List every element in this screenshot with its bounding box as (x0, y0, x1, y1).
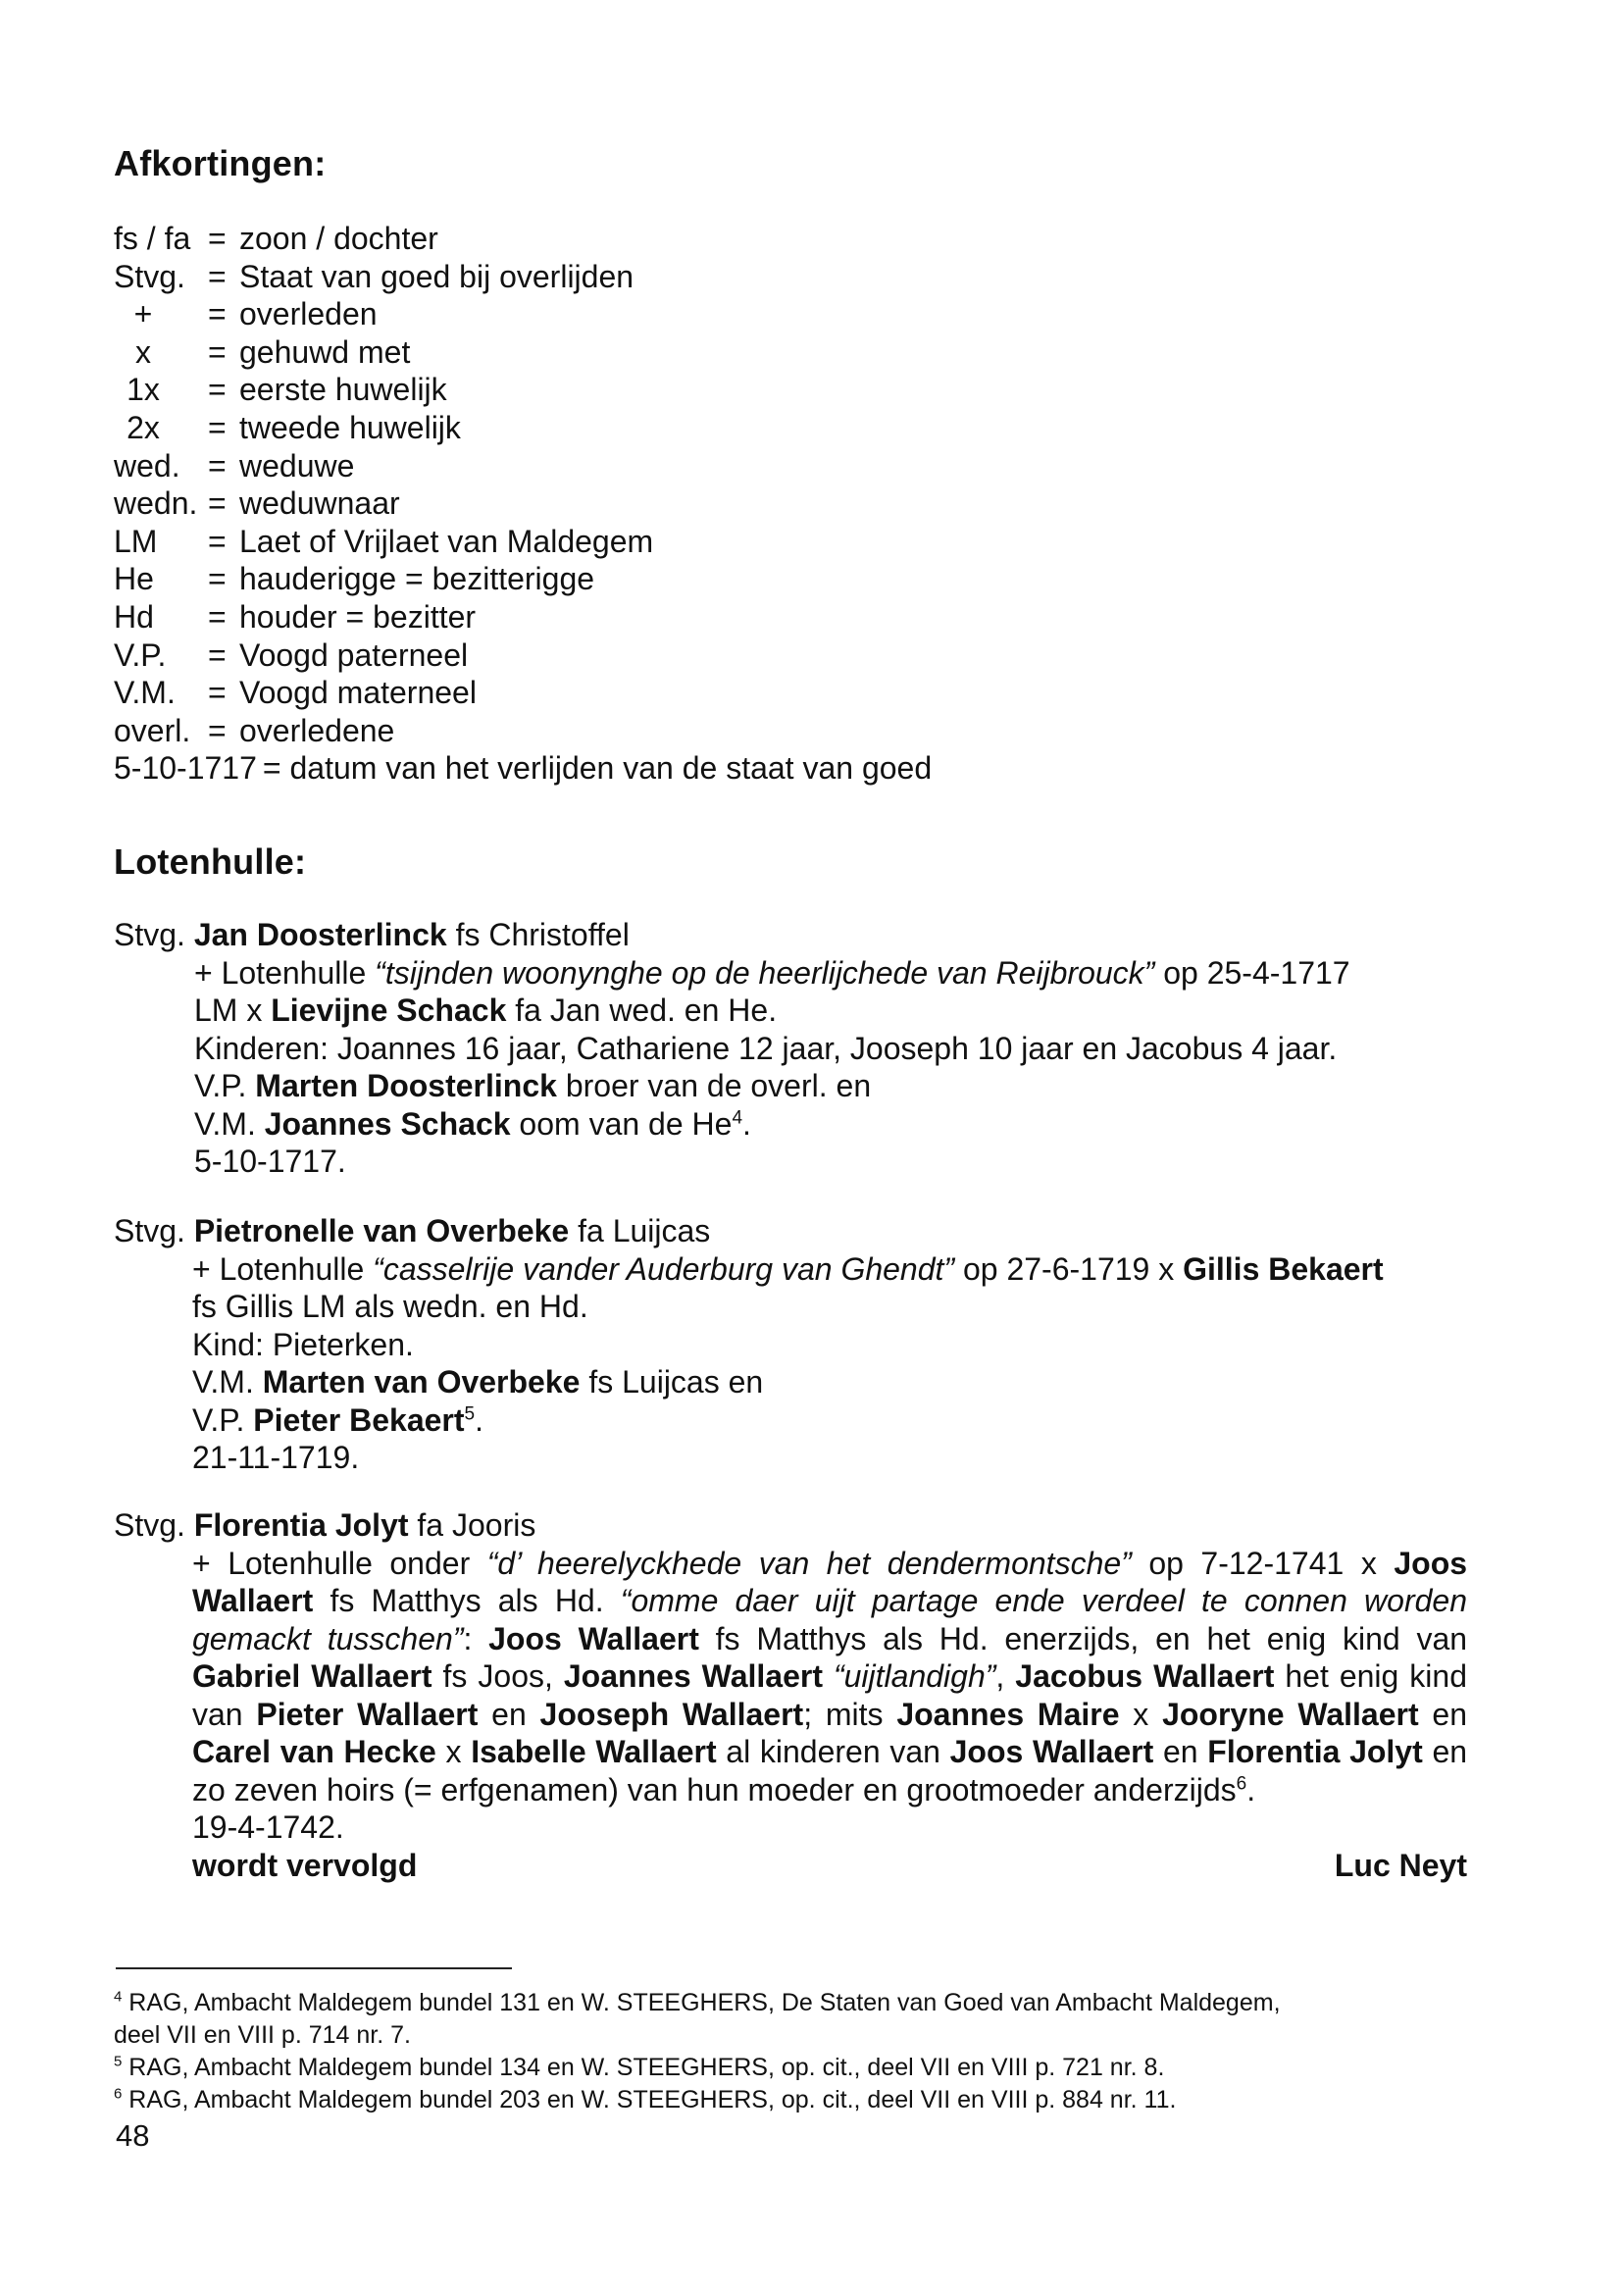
footnote: $^6$ RAG, Ambacht Maldegem bundel 203 en W. STEEGHERS, op. cit., deel VII en VIII p. 884 nr. 11. (114, 2085, 1177, 2113)
abbr-key: 2x (127, 409, 160, 445)
author-name: Luc Neyt (1334, 1847, 1467, 1883)
abbreviation-row: He = hauderigge = bezitterigge (114, 561, 595, 597)
abbreviation-row: Stvg. = Staat van goed bij overlijden (114, 258, 634, 294)
entry-body: + Lotenhulle “casselrije vander Auderburg van Ghendt” op 27-6-1719 x Gillis Bekaert fs Gillis LM als wedn. en Hd. Kind: Pieterken. V.M. Marten van Overbeke fs Luijcas en V.P. Pieter Bekaert$^5$. 21-11-1719. (192, 1250, 1467, 1477)
abbreviation-row: x = gehuwd met (114, 333, 932, 372)
abbr-value: Staat van goed bij overlijden (239, 258, 634, 294)
abbr-key: LM (114, 523, 158, 559)
abbr-value: eerste huwelijk (239, 372, 447, 408)
abbr-key: Stvg. (114, 258, 185, 294)
abbreviation-row: V.M. = Voogd materneel (114, 675, 477, 711)
abbr-value: weduwnaar (239, 485, 400, 522)
footnote-divider (116, 1967, 512, 1969)
person-name: Lievijne Schack (271, 993, 507, 1028)
abbr-key: He (114, 561, 154, 597)
footnotes (114, 1987, 1487, 2116)
person-name: Marten Doosterlinck (255, 1068, 557, 1103)
abbr-key: + (133, 296, 153, 332)
person-name: Gillis Bekaert (1183, 1250, 1384, 1287)
footnote-ref: 4 (732, 1106, 743, 1128)
abbr-value: overleden (239, 296, 378, 332)
person-name: Pietronelle van Overbeke (193, 1213, 570, 1248)
entry-paragraph: + Lotenhulle onder “d’ heerelyckhede van het dendermontsche” op 7-12-1741 x Joos Wallaert fs Matthys als Hd. “omme daer uijt partage ende verdeel te connen worden gemackt tusschen”: Joos Wallaert fs Matthys als Hd. enerzijds, en het enig kind van Gabriel Wallaert fs Joos, Joannes Wallaert “uijtlandigh”, Jacobus Wallaert het enig kind van Pieter Wallaert en Jooseph Wallaert; mits Joannes Maire x Jooryne Wallaert en Carel van Hecke x Isabelle Wallaert al kinderen van Joos Wallaert en Florentia Jolyt en zo zeven hoirs (= erfgenamen) van hun moeder en grootmoeder anderzijds$^6$. (192, 1545, 1468, 1807)
abbreviation-row: 2x = tweede huwelijk (114, 409, 932, 447)
abbreviation-row: LM = Laet of Vrijlaet van Maldegem (114, 523, 654, 559)
person-name: Joannes Schack (264, 1105, 511, 1142)
abbreviation-list (114, 220, 932, 788)
abbr-key: 1x (127, 372, 160, 408)
abbr-key: V.P. (114, 636, 167, 673)
abbr-key: wed. (114, 447, 180, 484)
abbr-key: overl. (114, 712, 191, 748)
footnote-continuation: deel VII en VIII p. 714 nr. 7. (114, 2021, 411, 2049)
footnote-ref: 6 (1236, 1772, 1247, 1794)
entry-date: 19-4-1742. (192, 1809, 344, 1845)
abbr-value: houder = bezitter (239, 598, 477, 635)
estate-entry (114, 1212, 1467, 1477)
abbr-key: Hd (114, 598, 154, 635)
page-number: 48 (116, 2118, 150, 2153)
abbr-value: overledene (239, 712, 395, 748)
abbreviation-row: + = overleden (114, 295, 932, 333)
abbreviation-row: Hd = houder = bezitter (114, 598, 477, 635)
abbreviation-row: wedn. = weduwnaar (114, 485, 400, 522)
abbr-key: 5-10-1717 (114, 750, 257, 787)
abbr-key: fs / fa (114, 221, 191, 256)
footnote: $^4$ RAG, Ambacht Maldegem bundel 131 en W. STEEGHERS, De Staten van Goed van Ambacht Maldegem, (114, 1988, 1281, 2016)
abbreviation-row: 1x = eerste huwelijk (114, 371, 932, 409)
abbr-value: zoon / dochter (239, 221, 438, 256)
abbr-value: Voogd paterneel (239, 636, 469, 673)
entry-body (192, 1545, 1467, 1885)
continuation-line (192, 1847, 1467, 1885)
abbreviation-row: fs / fa = zoon / dochter (114, 221, 438, 256)
abbreviation-row: overl. = overledene (114, 712, 395, 748)
abbr-value: datum van het verlijden van de staat van goed (289, 750, 933, 787)
abbreviation-row: V.P. = Voogd paterneel (114, 636, 469, 673)
person-name: Marten van Overbeke (262, 1364, 581, 1400)
estate-entry (114, 1506, 1467, 1884)
continued-label: wordt vervolgd (192, 1847, 418, 1883)
entry-body: + Lotenhulle “tsijnden woonynghe op de heerlijchede van Reijbrouck” op 25-4-1717 LM x Lievijne Schack fa Jan wed. en He. Kinderen: Joannes 16 jaar, Cathariene 12 jaar, Jooseph 10 jaar en Jacobus 4 jaar. V.P. Marten Doosterlinck broer van de overl. en V.M. Joannes Schack oom van de He$^4$. 5-10-1717. (194, 954, 1467, 1181)
abbr-key: x (135, 333, 151, 370)
section-title-lotenhulle: Lotenhulle: (114, 841, 307, 882)
abbr-value: Laet of Vrijlaet van Maldegem (239, 523, 654, 559)
footnote: $^5$ RAG, Ambacht Maldegem bundel 134 en W. STEEGHERS, op. cit., deel VII en VIII p. 721 nr. 8. (114, 2053, 1165, 2081)
abbr-value: hauderigge = bezitterigge (239, 561, 595, 597)
abbr-key: V.M. (114, 675, 176, 711)
abbr-value: Voogd materneel (239, 675, 477, 711)
footnote-ref: 5 (464, 1402, 476, 1424)
abbreviation-row: 5-10-1717 = datum van het verlijden van de staat van goed (114, 750, 933, 787)
person-name: Florentia Jolyt (193, 1507, 409, 1543)
abbreviation-row: wed. = weduwe (114, 447, 355, 484)
estate-entry (114, 916, 1467, 1181)
section-title-abbreviations: Afkortingen: (114, 143, 327, 183)
entry-date: 21-11-1719. (192, 1440, 360, 1475)
entry-heading: Stvg. Jan Doosterlinck fs Christoffel (114, 917, 630, 952)
abbr-value: weduwe (239, 447, 355, 484)
entry-heading: Stvg. Pietronelle van Overbeke fa Luijcas (114, 1213, 711, 1248)
abbr-key: wedn. (114, 485, 198, 522)
person-name: Pieter Bekaert (253, 1401, 465, 1438)
abbr-value: tweede huwelijk (239, 409, 461, 445)
entry-heading: Stvg. Florentia Jolyt fa Jooris (114, 1507, 536, 1543)
person-name: Jan Doosterlinck (193, 917, 447, 952)
abbr-value: gehuwd met (239, 333, 411, 370)
entry-date: 5-10-1717. (194, 1144, 346, 1179)
